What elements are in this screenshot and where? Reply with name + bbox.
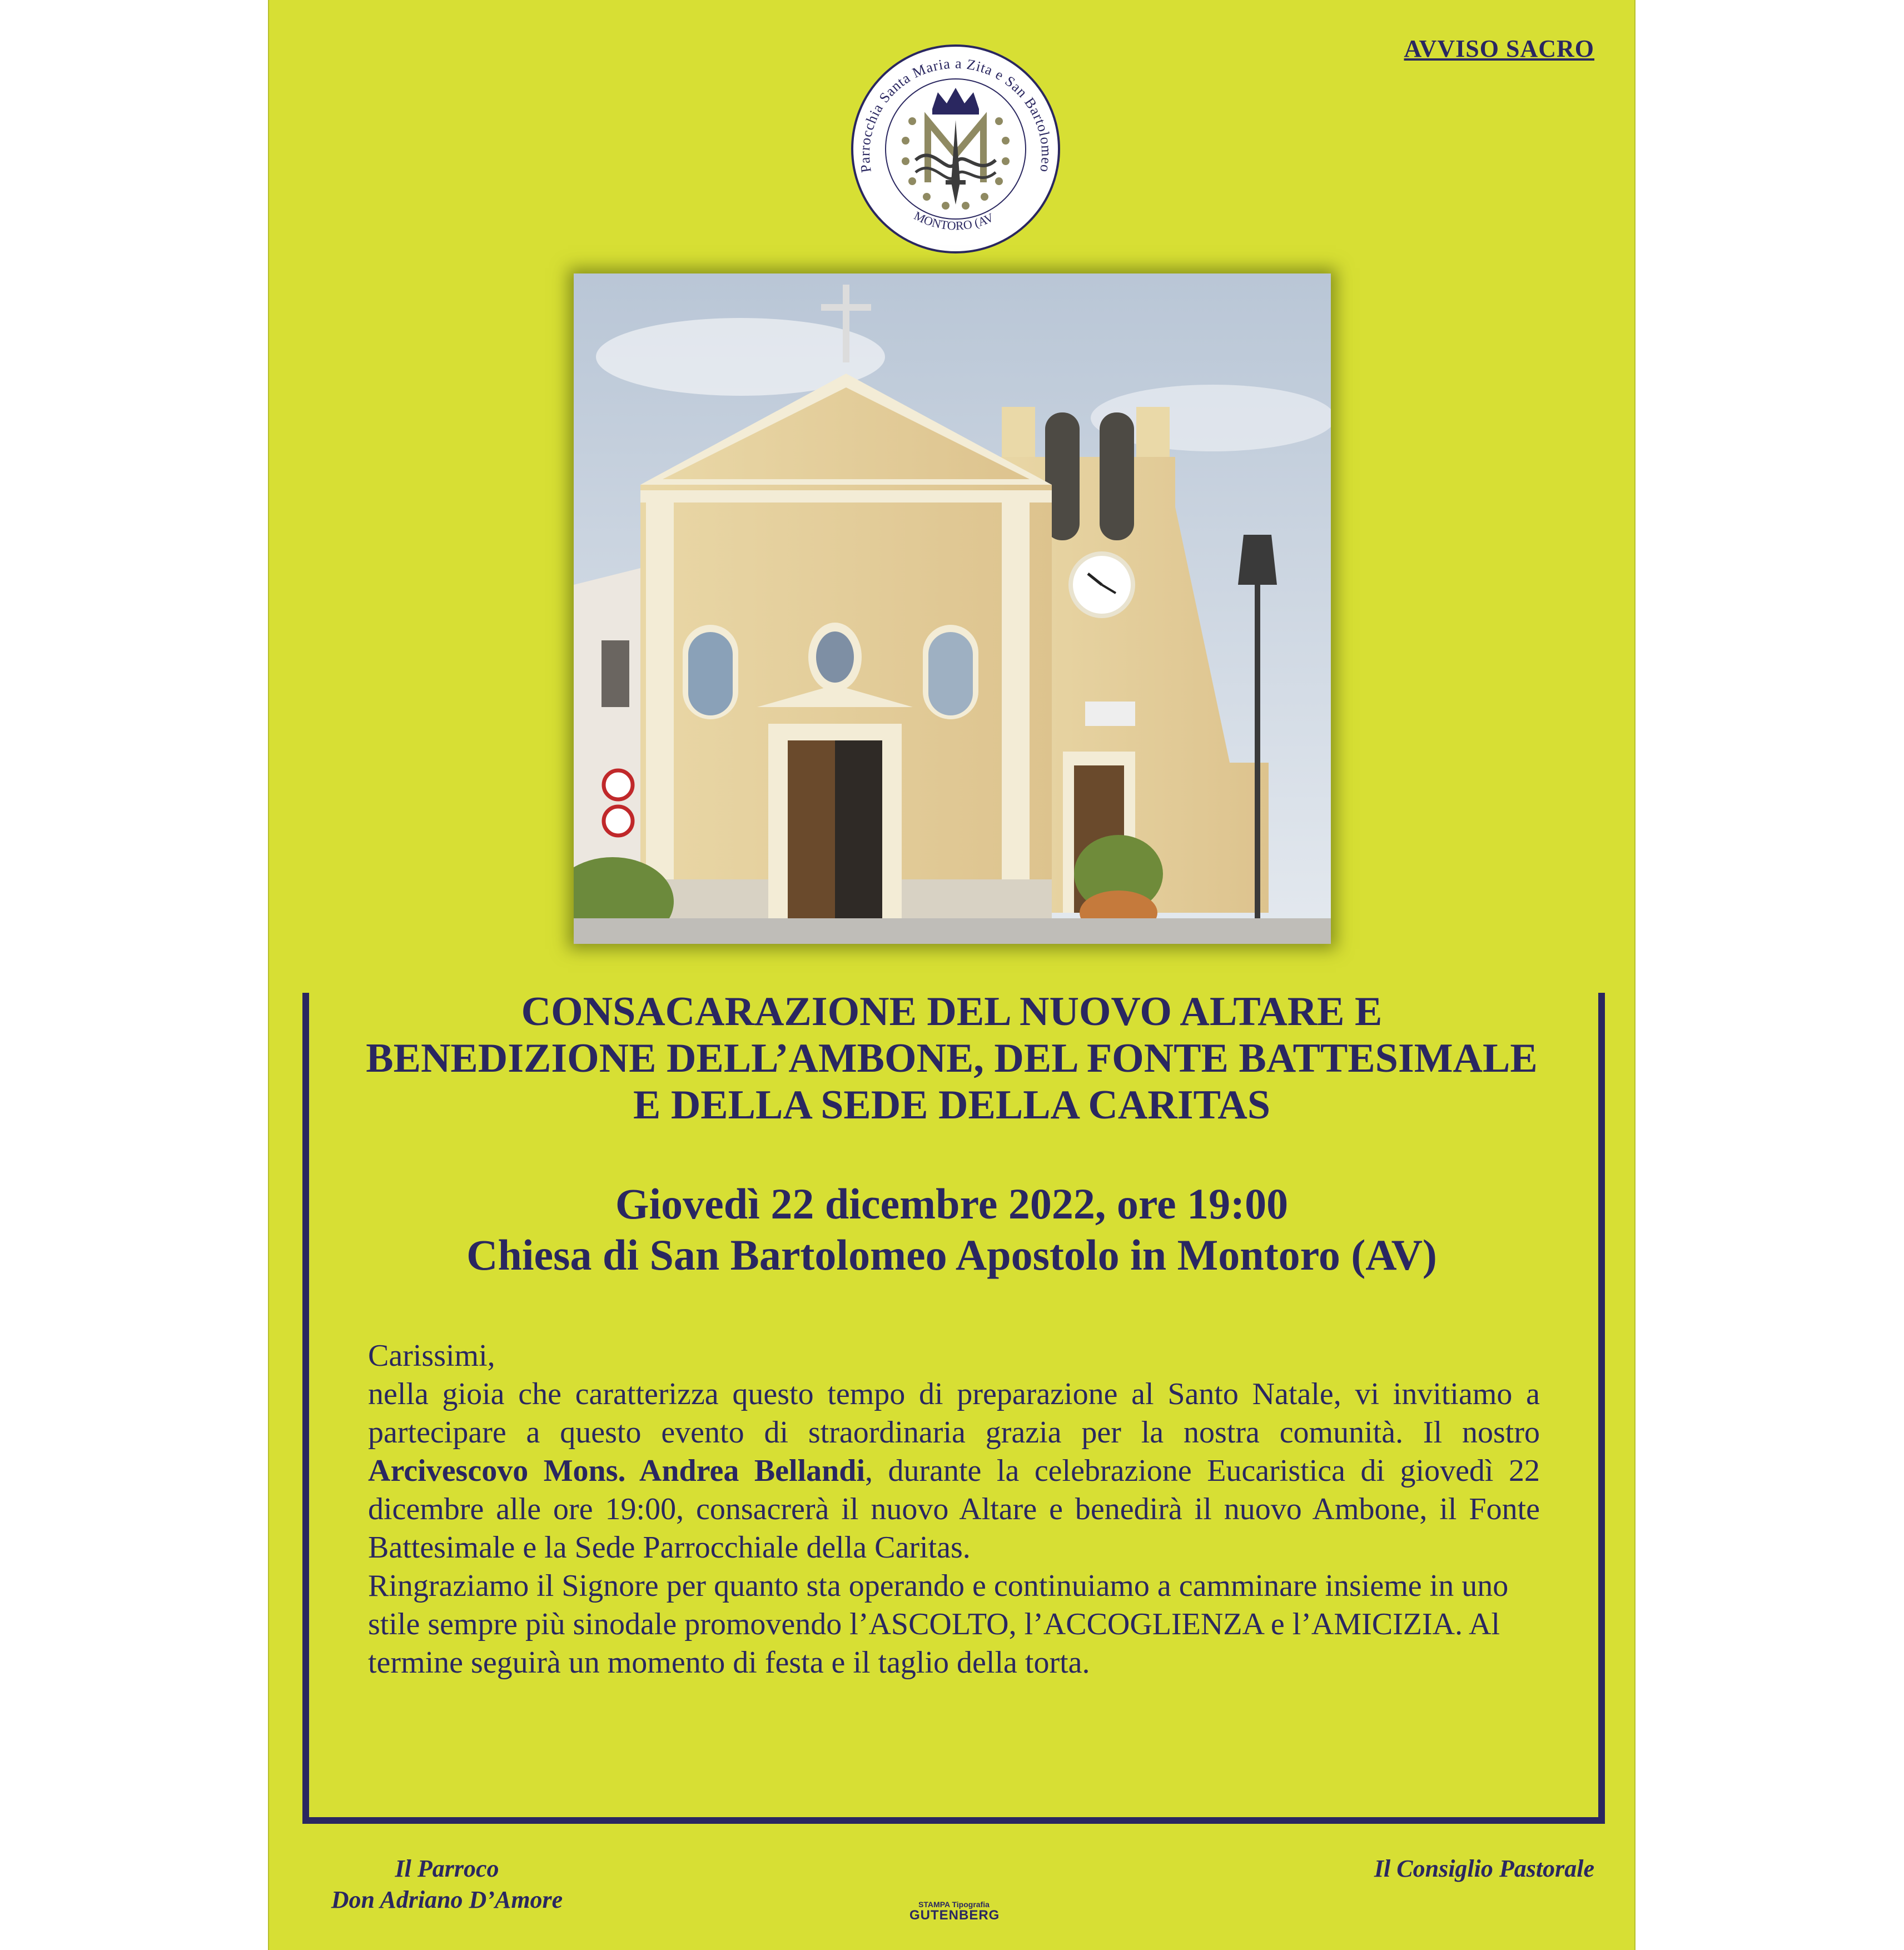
signature-name: Don Adriano D’Amore (331, 1886, 563, 1913)
signature-pastoral-council: Il Consiglio Pastorale (1374, 1855, 1594, 1882)
signature-role: Il Parroco (395, 1855, 499, 1882)
archbishop-name: Arcivescovo Mons. Andrea Bellandi (368, 1454, 865, 1488)
letter-body (368, 1337, 1540, 1682)
signature-parish-priest (308, 1853, 586, 1916)
church-photo (574, 273, 1331, 944)
paragraph-invitation (368, 1375, 1540, 1567)
title-line-1: CONSACARAZIONE DEL NUOVO ALTARE E (521, 989, 1383, 1034)
poster (268, 0, 1635, 1950)
seal-place: MONTORO (AV (912, 208, 996, 233)
title-line-2: BENEDIZIONE DELL’AMBONE, DEL FONTE BATTESIMALE (366, 1036, 1538, 1081)
notice-label: AVVISO SACRO (1404, 35, 1594, 62)
parish-seal-logo (850, 43, 1061, 255)
greeting: Carissimi, (368, 1339, 495, 1373)
paragraph-invitation-end: , durante la celebrazione Eucaristica di giovedì 22 dicembre alle ore 19:00, consacrerà il nuovo Altare e benedirà il nuovo Ambone, il Fonte Battesimale e la Sede Parrocchiale della Caritas. (368, 1454, 1540, 1565)
printer-line-1: STAMPA Tipografia (918, 1900, 990, 1909)
paragraph-thanks: Ringraziamo il Signore per quanto sta operando e continuiamo a camminare insieme in uno stile sempre più sinodale promovendo l’ASCOLTO, l’ACCOGLIENZA e l’AMICIZIA. Al termine seguirà un momento di festa e il taglio della torta. (368, 1569, 1509, 1680)
event-date: Giovedì 22 dicembre 2022, ore 19:00 (615, 1180, 1289, 1228)
seal-text: Parrocchia Santa Maria a Zita e San Bartolomeo (856, 55, 1055, 174)
event-title (269, 988, 1634, 1128)
printer-line-2: GUTENBERG (909, 1908, 1000, 1923)
event-place: Chiesa di San Bartolomeo Apostolo in Montoro (AV) (466, 1231, 1437, 1279)
printer-logo (909, 1900, 998, 1939)
paragraph-invitation-start: nella gioia che caratterizza questo tempo di preparazione al Santo Natale, vi invitiamo a partecipare a questo evento di straordinaria grazia per la nostra comunità. Il nostro (368, 1377, 1540, 1450)
title-line-3: E DELLA SEDE DELLA CARITAS (633, 1082, 1270, 1128)
event-details (269, 1178, 1634, 1281)
